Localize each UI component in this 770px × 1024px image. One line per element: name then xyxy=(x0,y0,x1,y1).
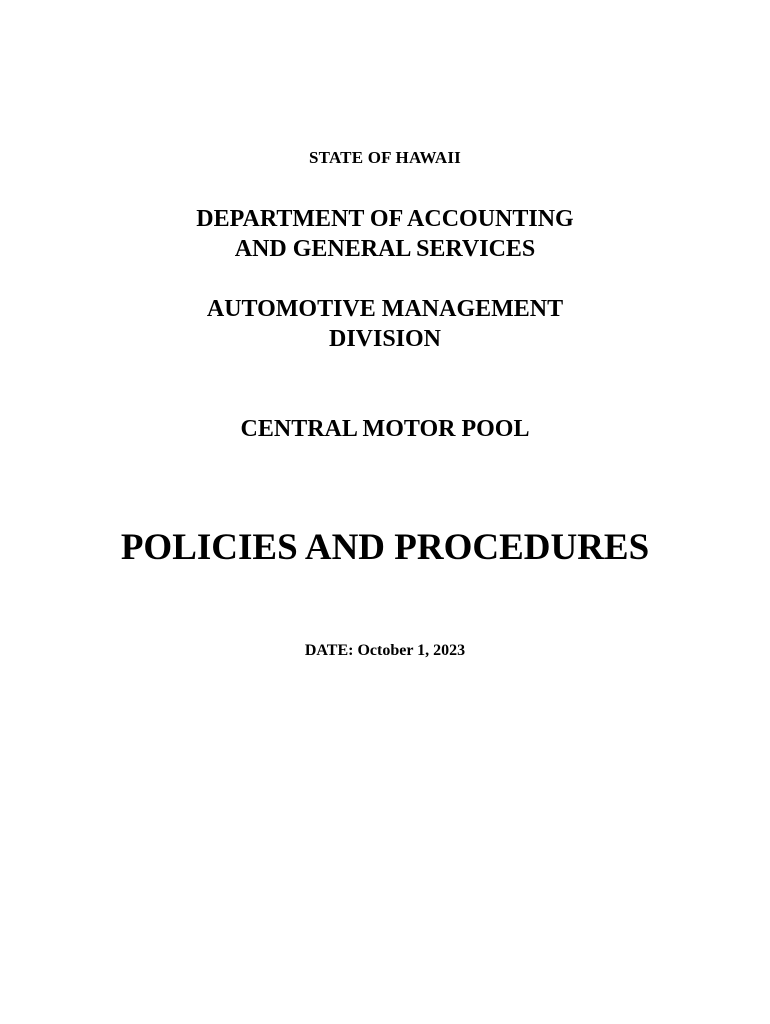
date-value: October 1, 2023 xyxy=(357,642,466,659)
department-heading-line2: AND GENERAL SERVICES xyxy=(234,236,536,262)
department-heading-line1: DEPARTMENT OF ACCOUNTING xyxy=(196,206,574,232)
division-heading-line1: AUTOMOTIVE MANAGEMENT xyxy=(206,296,564,322)
division-heading-line2: DIVISION xyxy=(328,326,442,352)
unit-heading: CENTRAL MOTOR POOL xyxy=(240,416,530,442)
date-label: DATE: xyxy=(304,642,354,659)
state-heading: STATE OF HAWAII xyxy=(309,148,461,167)
document-title: POLICIES AND PROCEDURES xyxy=(120,527,650,568)
document-date xyxy=(0,642,770,660)
